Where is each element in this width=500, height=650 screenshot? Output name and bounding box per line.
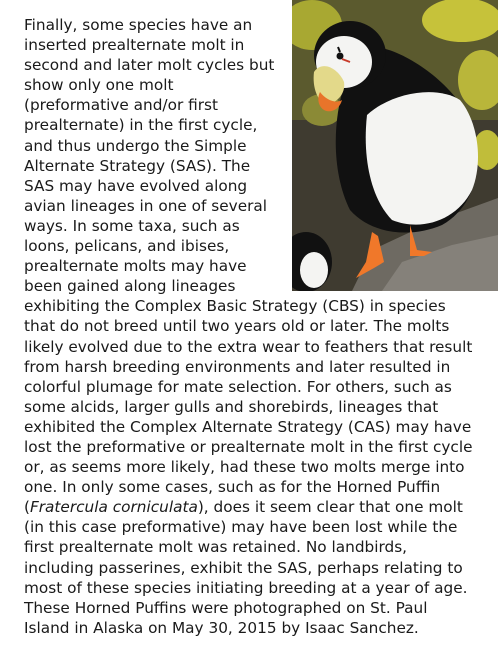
article-text-part-2: ), does it seem clear that one molt (in this case preformative) may have been lost while the first prealternate molt was retained. No landbirds, including passerines, exhibit the SAS, perhaps relating to most of these species initiating breeding at a year of age. These Horned Puffins were photographed on St. Paul Island in Alaska on May 30, 2015 by Isaac Sanchez. [24, 498, 468, 637]
scientific-name: Fratercula corniculata [29, 498, 198, 517]
puffin-photo-illustration [292, 0, 498, 291]
article [24, 15, 474, 638]
article-text-part-1: Finally, some species have an inserted prealternate molt in second and later molt cycles but show only one molt (preformative and/or first prealternate) in the first cycle, and thus undergo the Simple Alternate Strategy (SAS). The SAS may have evolved along avian lineages in one of several ways. In some taxa, such as loons, pelicans, and ibises, prealternate molts may have been gained along lineages exhibiting the Complex Basic Strategy (CBS) in species that do not breed until two years old or later. The molts likely evolved due to the extra wear to feathers that result from harsh breeding environments and later resulted in colorful plumage for mate selection. For others, such as some alcids, larger gulls and shorebirds, lineages that exhibited the Complex Alternate Strategy (CAS) may have lost the preformative or prealternate molt in the first cycle or, as seems more likely, had these two molts merge into one. In only some cases, such as for the Horned Puffin ( [24, 16, 473, 517]
puffin-photo [292, 0, 498, 291]
